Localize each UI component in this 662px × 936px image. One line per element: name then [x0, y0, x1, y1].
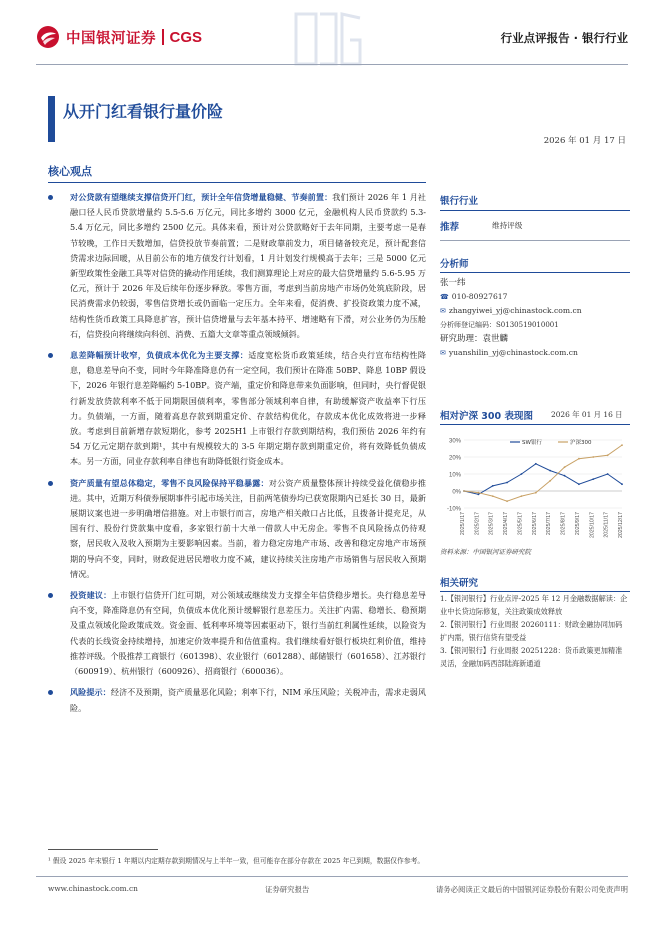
- legend-label: SW银行: [522, 440, 542, 446]
- bullet-paragraph: [48, 348, 426, 470]
- data-point: [549, 470, 551, 472]
- bullet-text: 适度宽松货币政策延续，结合央行宣布结构性降息，稳息差导向不变，同时今年降准降息仍有一定空间，我们预计在降准 50BP、降息 10BP 假设下，2026 年银行息差降幅约 5-10BP。资产端，重定价和降息带来负面影响，但同时，央行督促银行新发放贷款利率不低于同期限国债利率，零售部分领域利率自律，有助缓解资产收益率下行压力。负债端，一方面，随着高息存款到期重定价、存款结构优化，存款成本优化成效将进一步释放。考虑到目前新增存款短期化，参考 2025H1 上市银行存款到期结构，我们预估 2026 年约有 54 万亿元定期存款到期¹，其中有规模较大的 3-5 年期定期存款到期重定价，将有效降低负债成本。另一方面，同业存款利率自律也有助降低银行资金成本。: [70, 350, 426, 467]
- bullet-paragraph: [48, 588, 426, 679]
- chart-date: 2026 年 01 月 16 日: [551, 410, 623, 419]
- bullet-dot: [48, 481, 53, 486]
- rating-label: 推荐: [440, 222, 460, 233]
- title-accent-bar: [48, 96, 55, 142]
- data-point: [535, 492, 537, 494]
- relative-performance-chart: [440, 430, 630, 545]
- bullet-text: 上市银行信贷开门红可期，对公领域或继续发力支撑全年信贷稳步增长。央行稳息差导向不变，降准降息仍有空间，负债成本优化预计缓解银行息差压力。关注扩内需、稳增长、稳预期及重点领域化险政策成效。资金面、低利率环境等因素驱动下，银行当前红利属性延续，以险资为代表的长线资金持续增持，加速定价效率提升和估值重构。我们继续看好银行板块红利价值，维持推荐评级。个股推荐工商银行（601398）、农业银行（601288）、邮储银行（601658）、江苏银行（600919）、杭州银行（600926）、招商银行（600036）。: [70, 590, 426, 677]
- sidebar-divider: [440, 591, 630, 592]
- x-tick-label: 2025/12/17: [618, 512, 624, 538]
- related-item[interactable]: 1.【银河银行】行业点评-2025 年 12 月金融数据解读：企业中长贷边际修复，关注政策成效释放: [440, 594, 628, 616]
- phone-icon: ☎: [440, 293, 449, 301]
- bullet-paragraph: [48, 190, 426, 342]
- series-line: [464, 464, 622, 495]
- brand-logo-icon: [36, 25, 60, 49]
- bullet-text: 我们预计 2026 年 1 月社融口径人民币贷款增量约 5.5-5.6 万亿元，同比多增约 3000 亿元，金融机构人民币贷款约 5.3-5.4 万亿元，同比多增约 2500 亿元。具体来看，预计对公贷款略好于去年同期，主要考虑一是春节较晚，工作日天数增加，信贷投放节奏前置；二是财政靠前发力，项目储备较充足，预计配套信贷需求边际回暖，从目前公布的地方债发行计划看，1 月计划发行规模高于去年；三是 5000 亿元新型政策性金融工具等对信贷的撬动作用延续，我们测算理论上对应的最大信贷增量约 5.6-5.95 万亿元，预计于 2026 年及后续年份逐步释放。零售方面，考虑到当前房地产市场仍处筑底阶段，居民消费需求仍较弱，零售信贷增长或仍面临一定压力。全年来看，促消费、扩投资政策力度不减，结构性货币政策工具降息扩容，预计信贷增量与去年基本持平、增速略有下滑，对公业务仍为压舱石，信贷投向将继续向科创、消费、五篇大文章等重点领域倾斜。: [70, 192, 426, 339]
- related-heading: 相关研究: [440, 578, 479, 589]
- data-point: [506, 482, 508, 484]
- data-point: [521, 473, 523, 475]
- footer-website[interactable]: www.chinastock.com.cn: [48, 884, 138, 893]
- analyst-email-row: [440, 304, 582, 318]
- bullet-dot: [48, 690, 53, 695]
- report-date: 2026 年 01 月 17 日: [543, 136, 626, 146]
- data-point: [564, 475, 566, 477]
- data-point: [549, 480, 551, 482]
- chart-title: 相对沪深 300 表现图: [440, 411, 533, 422]
- bullet-dot: [48, 353, 53, 358]
- assistant-email[interactable]: yuanshilin_yj@chinastock.com.cn: [448, 348, 578, 357]
- y-tick-label: 0%: [452, 489, 461, 496]
- data-point: [564, 466, 566, 468]
- x-tick-label: 2025/6/17: [531, 512, 538, 536]
- data-point: [621, 483, 623, 485]
- bullet-paragraph: [48, 685, 426, 715]
- report-title: 从开门红看银行量价险: [63, 102, 224, 121]
- bullet-text: 对公资产质量整体预计持续受益化债稳步推进。其中，近期万科债券展期事件引起市场关注，目前两笔债券均已获宽限期内已延长 30 日，最新展期议案也进一步明确增信措施。对上市银行而言，房地产相关敞口占比低，且拨备计提充足，从国有行、股份行贷款集中度看，多家银行前十大单一借款人中无房企。零售不良风险扬点仍待观察，居民收入及收入预期为主要影响因素。当前，着力稳定房地产市场、改善和稳定房地产市场预期的导向不变，同时，财政促进居民增收力度不减，建议持续关注房地产市场销售与居民收入预期情况。: [70, 477, 426, 579]
- sidebar-divider: [440, 272, 630, 273]
- core-views: [48, 190, 426, 722]
- x-tick-label: 2025/5/17: [517, 512, 524, 536]
- watermark-logo: [292, 8, 364, 70]
- bullet-lead: 资产质量有望总体稳定，零售不良风险保持平稳暴露：: [70, 477, 269, 488]
- y-tick-label: 30%: [448, 438, 461, 445]
- footer-divider: [36, 876, 628, 877]
- footer-disclaimer: 请务必阅读正文最后的中国银河证券股份有限公司免责声明: [435, 885, 628, 894]
- x-tick-label: 2025/9/17: [574, 512, 581, 536]
- analyst-cert: 分析师登记编码：S0130519010001: [440, 321, 559, 329]
- analyst-phone-row: [440, 290, 507, 304]
- brand-abbrev: CGS: [169, 28, 203, 46]
- data-point: [607, 473, 609, 475]
- section-divider: [48, 182, 426, 183]
- research-assistant: 研究助理：袁世麟: [440, 334, 509, 344]
- data-point: [492, 485, 494, 487]
- data-point: [477, 494, 479, 496]
- x-tick-label: 2025/10/17: [589, 512, 596, 538]
- x-tick-label: 2025/1/17: [460, 512, 466, 536]
- analyst-email[interactable]: zhangyiwei_yj@chinastock.com.cn: [448, 306, 582, 315]
- data-point: [592, 478, 594, 480]
- header-divider: [36, 64, 628, 65]
- related-item[interactable]: 3.【银河银行】行业周报 20251228：货币政策更加精准灵活，金融加码西部陆海新通道: [440, 646, 623, 668]
- related-item[interactable]: 2.【银河银行】行业周报 20260111：财政金融协同加码扩内需，银行信贷有望受益: [440, 620, 623, 642]
- report-type: 行业点评报告 · 银行行业: [500, 31, 628, 45]
- section-heading: 核心观点: [48, 165, 92, 178]
- legend-label: 沪深300: [570, 440, 592, 446]
- data-point: [578, 458, 580, 460]
- data-point: [492, 495, 494, 497]
- x-tick-label: 2025/3/17: [488, 512, 495, 536]
- analyst-name: 张一纬: [440, 278, 466, 288]
- sidebar-industry: 银行行业: [440, 196, 479, 207]
- data-point: [477, 492, 479, 494]
- data-point: [621, 444, 623, 446]
- related-list: [440, 593, 628, 670]
- series-line: [464, 445, 622, 501]
- y-tick-label: -10%: [446, 506, 461, 513]
- data-point: [506, 500, 508, 502]
- rating-value: 维持评级: [492, 221, 523, 230]
- bullet-lead: 对公贷款有望继续支撑信贷开门红，预计全年信贷增量稳健、节奏前置：: [70, 192, 333, 202]
- y-tick-label: 20%: [448, 455, 461, 462]
- data-point: [592, 456, 594, 458]
- footnote: ¹ 假设 2025 年末银行 1 年期以内定期存款到期情况与上半年一致，但可能存在部分存款在 2025 年已到期，数据仅作参考。: [48, 857, 425, 865]
- y-tick-label: 10%: [448, 472, 461, 479]
- email-icon: ✉: [440, 349, 446, 357]
- footer-center: 证券研究报告: [265, 885, 310, 894]
- bullet-lead: 风险提示：: [70, 687, 111, 698]
- bullet-dot: [48, 593, 53, 598]
- bullet-dot: [48, 195, 53, 200]
- analyst-phone: 010-80927617: [451, 292, 508, 301]
- brand-divider: [162, 29, 164, 45]
- bullet-lead: 息差降幅预计收窄，负债成本优化为主要支撑：: [70, 350, 249, 361]
- data-point: [463, 490, 465, 492]
- bullet-text: 经济不及预期，资产质量恶化风险；利率下行，NIM 承压风险；关税冲击，需求走弱风险。: [70, 687, 426, 713]
- sidebar-divider: [440, 424, 630, 425]
- brand-name: 中国银河证券: [66, 30, 156, 47]
- x-tick-label: 2025/8/17: [560, 512, 567, 536]
- footnote-divider: [48, 849, 158, 850]
- data-point: [578, 483, 580, 485]
- chart-source: 资料来源：中国银河证券研究院: [440, 548, 531, 556]
- brand-logo: [36, 24, 202, 50]
- x-tick-label: 2025/7/17: [546, 512, 553, 536]
- data-point: [535, 463, 537, 465]
- assistant-email-row: [440, 346, 578, 360]
- x-tick-label: 2025/11/17: [603, 512, 610, 538]
- x-tick-label: 2025/2/17: [474, 512, 481, 536]
- data-point: [521, 495, 523, 497]
- sidebar-divider: [440, 210, 630, 211]
- sidebar-divider: [440, 240, 630, 241]
- analyst-heading: 分析师: [440, 259, 469, 270]
- data-point: [607, 454, 609, 456]
- x-tick-label: 2025/4/17: [503, 512, 510, 536]
- bullet-paragraph: [48, 476, 426, 582]
- email-icon: ✉: [440, 307, 446, 315]
- bullet-lead: 投资建议：: [70, 590, 112, 601]
